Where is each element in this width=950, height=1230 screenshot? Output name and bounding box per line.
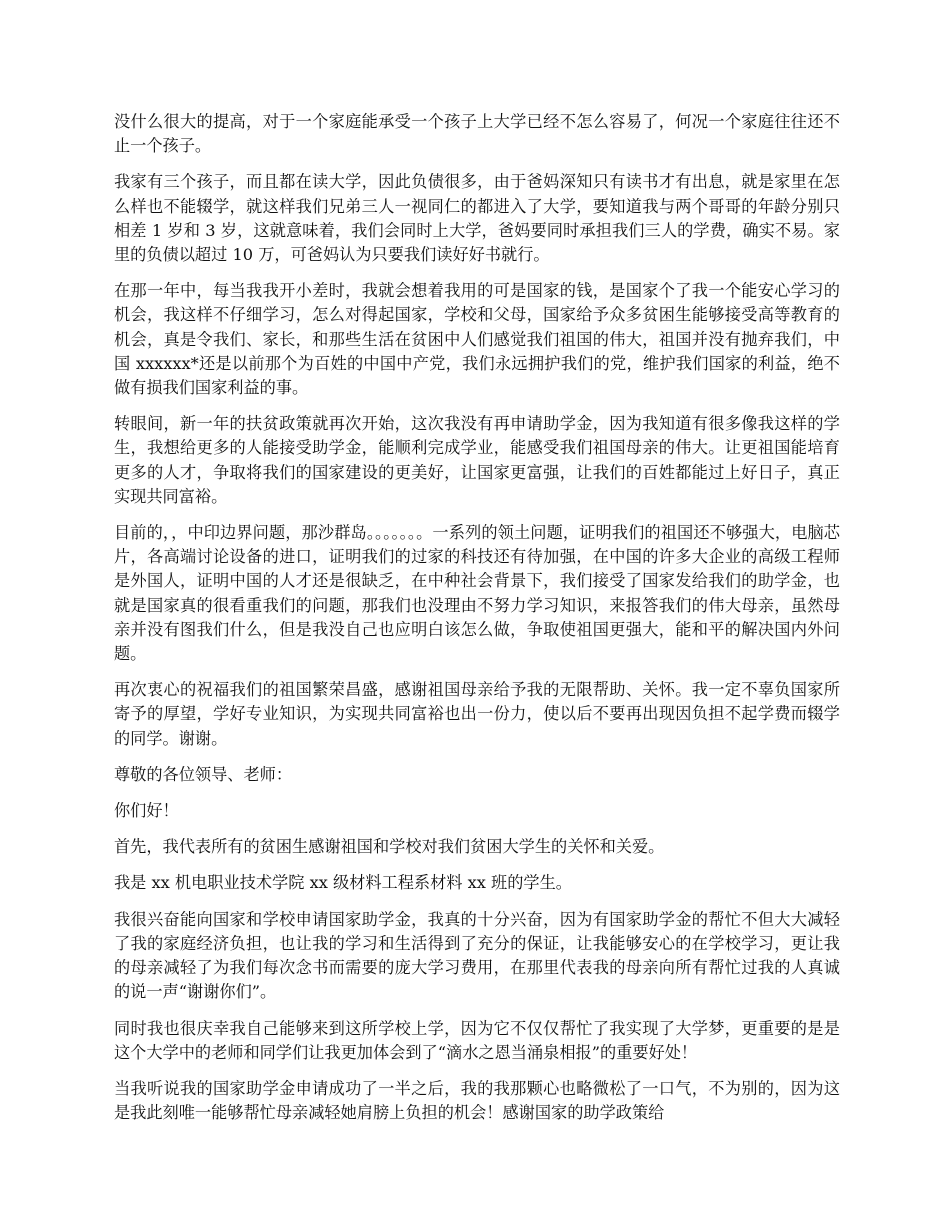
paragraph-5: 目前的，，中印边界问题，那沙群岛。。。。。。。一系列的领土问题，证明我们的祖国还不够强大，电脑芯片，各高端讨论设备的进口，证明我们的过家的科技还有待加强，在中国的许多大企业的高级工程师是外国人，证明中国的人才还是很缺乏，在中种社会背景下，我们接受了国家发给我们的助学金，也就是国家真的很看重我们的问题，那我们也没理由不努力学习知识，来报答我们的伟大母亲，虽然母亲并没有图我们什么，但是我没自己也应明白该怎么做，争取使祖国更强大，能和平的解决国内外问题。 [114,523,840,664]
document-page [114,110,840,1137]
greeting: 你们好！ [114,801,179,821]
paragraph-2: 我家有三个孩子，而且都在读大学，因此负债很多，由于爸妈深知只有读书才有出息，就是家里在怎么样也不能辍学，就这样我们兄弟三人一视同仁的都进入了大学，要知道我与两个哥哥的年龄分别只相差 1 岁和 3 岁，这就意味着，我们会同时上大学，爸妈要同时承担我们三人的学费，确实不易。家里的负债以超过 10 万，可爸妈认为只要我们读好好书就行。 [114,172,840,265]
paragraph-3: 在那一年中，每当我我开小差时，我就会想着我用的可是国家的钱，是国家个了我一个能安心学习的机会，我这样不仔细学习，怎么对得起国家，学校和父母，国家给予众多贫困生能够接受高等教育的机会，真是令我们、家长，和那些生活在贫困中人们感觉我们祖国的伟大，祖国并没有抛弃我们，中国 xxxxxx*还是以前那个为百姓的中国中产党，我们永远拥护我们的党，维护我们国家的利益，绝不做有损我们国家利益的事。 [114,281,840,398]
paragraph-11: 我很兴奋能向国家和学校申请国家助学金，我真的十分兴奋，因为有国家助学金的帮忙不但大大减轻了我的家庭经济负担，也让我的学习和生活得到了充分的保证，让我能够安心的在学校学习，更让我的母亲减轻了为我们每次念书而需要的庞大学习费用，在那里代表我的母亲向所有帮忙过我的人真诚的说一声“谢谢你们”。 [114,909,840,1002]
paragraph-4: 转眼间，新一年的扶贫政策就再次开始，这次我没有再申请助学金，因为我知道有很多像我这样的学生，我想给更多的人能接受助学金，能顺利完成学业，能感受我们祖国母亲的伟大。让更祖国能培育更多的人才，争取将我们的国家建设的更美好，让国家更富强，让我们的百姓都能过上好日子，真正实现共同富裕。 [114,414,840,506]
paragraph-6: 再次衷心的祝福我们的祖国繁荣昌盛，感谢祖国母亲给予我的无限帮助、关怀。我一定不辜负国家所寄予的厚望，学好专业知识，为实现共同富裕也出一份力，使以后不要再出现因负担不起学费而辍学的同学。谢谢。 [114,680,840,748]
paragraph-9: 首先，我代表所有的贫困生感谢祖国和学校对我们贫困大学生的关怀和关爱。 [114,837,665,857]
paragraph-10: 我是 xx 机电职业技术学院 xx 级材料工程系材料 xx 班的学生。 [114,873,572,893]
paragraph-13: 当我听说我的国家助学金申请成功了一半之后，我的我那颗心也略微松了一口气，不为别的，因为这是我此刻唯一能够帮忙母亲减轻她肩膀上负担的机会！感谢国家的助学政策给 [114,1078,840,1123]
paragraph-1: 没什么很大的提高，对于一个家庭能承受一个孩子上大学已经不怎么容易了，何况一个家庭往往还不止一个孩子。 [114,112,840,156]
paragraph-12: 同时我也很庆幸我自己能够来到这所学校上学，因为它不仅仅帮忙了我实现了大学梦，更重要的是是这个大学中的老师和同学们让我更加体会到了“滴水之恩当涌泉相报”的重要好处！ [114,1018,840,1062]
salutation: 尊敬的各位领导、老师： [114,764,293,784]
